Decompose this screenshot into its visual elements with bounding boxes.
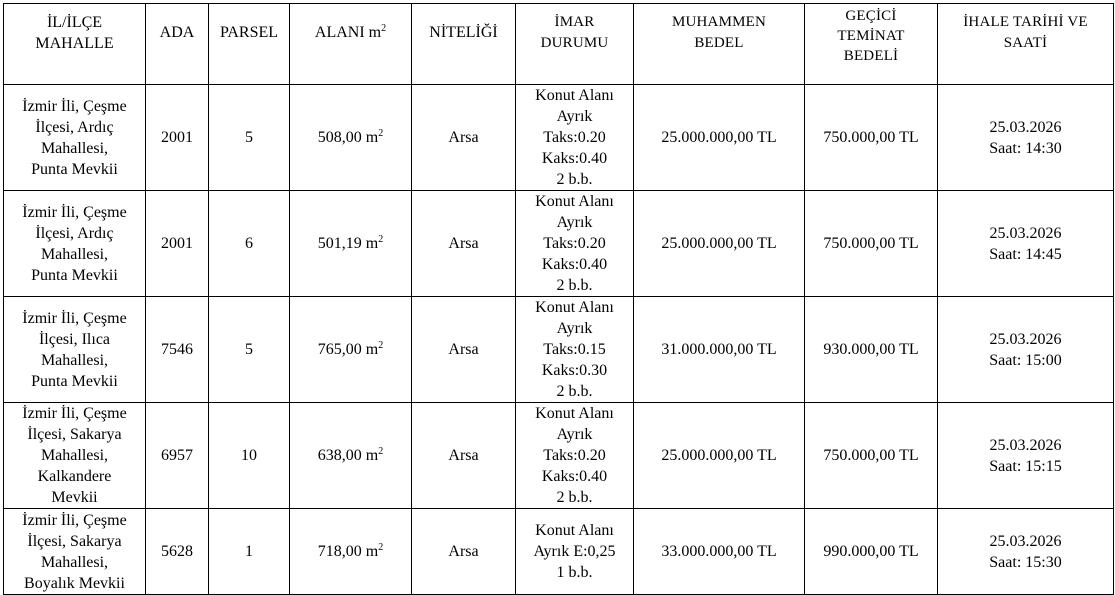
cell-location — [4, 403, 146, 509]
cell-ihale — [938, 403, 1114, 509]
cell-muhammen: 31.000.000,00 TL — [634, 297, 805, 403]
header-imar-line: DURUMU — [540, 35, 609, 51]
ihale-date: 25.03.2026 — [989, 118, 1062, 136]
cell-parsel: 5 — [209, 85, 290, 191]
ihale-date: 25.03.2026 — [989, 224, 1062, 242]
location-line: İlçesi, Ilıca — [38, 330, 111, 348]
imar-line: Konut Alanı — [535, 193, 614, 210]
header-parsel-label: PARSEL — [219, 24, 279, 41]
cell-muhammen: 25.000.000,00 TL — [634, 85, 805, 191]
header-location-line: MAHALLE — [35, 35, 114, 52]
location-line: İlçesi, Ardıç — [35, 118, 114, 136]
location-line: İlçesi, Sakarya — [27, 532, 122, 550]
header-parsel — [209, 4, 290, 85]
area-value: 638,00 m — [317, 447, 379, 464]
location-line: Punta Mevkii — [31, 372, 118, 390]
auction-table — [3, 3, 1114, 595]
cell-area — [290, 191, 412, 297]
imar-line: Taks:0.15 — [543, 341, 606, 358]
header-area-text: ALANI m — [314, 24, 382, 41]
header-muhammen — [634, 4, 805, 85]
location-line: Mahallesi, — [40, 447, 109, 464]
cell-ada: 2001 — [146, 85, 209, 191]
imar-line: Ayrık — [556, 320, 593, 337]
location-line: Kalkandere — [37, 468, 112, 485]
cell-imar — [516, 403, 634, 509]
location-line: İzmir İli, Çeşme — [22, 309, 127, 327]
imar-line: 2 b.b. — [556, 277, 593, 294]
location-line: Mahallesi, — [40, 245, 109, 263]
location-line: Mevkii — [51, 489, 98, 506]
cell-parsel: 5 — [209, 297, 290, 403]
header-location — [4, 4, 146, 85]
table-row — [4, 85, 1114, 191]
header-teminat-line: GEÇİCİ — [845, 8, 897, 24]
cell-ada: 7546 — [146, 297, 209, 403]
area-unit-sup: 2 — [378, 234, 384, 245]
cell-ihale — [938, 297, 1114, 403]
location-line: İlçesi, Sakarya — [27, 426, 122, 443]
header-teminat-line: BEDELİ — [843, 48, 899, 64]
cell-ada: 6957 — [146, 403, 209, 509]
imar-line: Ayrık E:0,25 — [533, 543, 616, 560]
imar-line: Kaks:0.40 — [541, 468, 608, 485]
header-teminat — [805, 4, 938, 85]
location-line: Punta Mevkii — [31, 160, 118, 178]
header-ihale-line: İHALE TARİHİ VE — [963, 14, 1088, 30]
cell-nitelik: Arsa — [412, 85, 516, 191]
header-ada — [146, 4, 209, 85]
area-value: 765,00 m — [317, 341, 379, 358]
imar-line: Konut Alanı — [535, 522, 614, 539]
table-row — [4, 191, 1114, 297]
imar-line: Kaks:0.30 — [541, 362, 608, 379]
imar-line: Konut Alanı — [535, 405, 614, 422]
location-line: Mahallesi, — [40, 553, 109, 571]
location-line: İlçesi, Ardıç — [35, 224, 114, 242]
imar-line: Konut Alanı — [535, 299, 614, 316]
header-muhammen-line: MUHAMMEN — [671, 14, 767, 30]
cell-nitelik: Arsa — [412, 191, 516, 297]
header-area-sup: 2 — [381, 23, 387, 34]
imar-line: 2 b.b. — [556, 171, 593, 188]
cell-location — [4, 297, 146, 403]
cell-nitelik: Arsa — [412, 403, 516, 509]
area-value: 508,00 m — [317, 129, 379, 146]
location-line: Boyalık Mevkii — [24, 574, 125, 592]
location-line: Mahallesi, — [40, 351, 109, 369]
ihale-date: 25.03.2026 — [989, 532, 1062, 550]
header-ihale — [938, 4, 1114, 85]
cell-location — [4, 85, 146, 191]
cell-imar — [516, 191, 634, 297]
imar-line: Ayrık — [556, 214, 593, 231]
header-teminat-line: TEMİNAT — [837, 28, 905, 44]
cell-location — [4, 191, 146, 297]
cell-teminat: 750.000,00 TL — [805, 85, 938, 191]
cell-nitelik: Arsa — [412, 297, 516, 403]
area-unit-sup: 2 — [378, 128, 384, 139]
area-value: 501,19 m — [317, 235, 379, 252]
header-area-label — [294, 22, 407, 43]
cell-imar — [516, 85, 634, 191]
header-location-line: İL/İLÇE — [46, 14, 103, 31]
cell-area — [290, 297, 412, 403]
area-value: 718,00 m — [317, 543, 379, 560]
header-nitelik — [412, 4, 516, 85]
location-line: İzmir İli, Çeşme — [22, 405, 127, 422]
cell-nitelik: Arsa — [412, 509, 516, 595]
area-unit-sup: 2 — [378, 542, 384, 553]
imar-line: 2 b.b. — [556, 489, 593, 506]
header-imar — [516, 4, 634, 85]
cell-teminat: 750.000,00 TL — [805, 191, 938, 297]
header-row — [4, 4, 1114, 85]
ihale-time: Saat: 14:45 — [989, 245, 1062, 263]
imar-line: Taks:0.20 — [543, 447, 606, 464]
cell-ihale — [938, 85, 1114, 191]
header-ada-label: ADA — [159, 24, 195, 41]
imar-line: Ayrık — [556, 426, 593, 443]
location-line: İzmir İli, Çeşme — [22, 203, 127, 221]
imar-line: Kaks:0.40 — [541, 256, 608, 273]
location-line: Mahallesi, — [40, 139, 109, 157]
header-muhammen-line: BEDEL — [694, 35, 744, 51]
ihale-date: 25.03.2026 — [989, 330, 1062, 348]
cell-parsel: 1 — [209, 509, 290, 595]
ihale-time: Saat: 15:30 — [989, 553, 1062, 571]
cell-muhammen: 25.000.000,00 TL — [634, 191, 805, 297]
table-row — [4, 297, 1114, 403]
cell-ihale — [938, 191, 1114, 297]
imar-line: 2 b.b. — [556, 383, 593, 400]
ihale-time: Saat: 14:30 — [989, 139, 1062, 157]
cell-teminat: 930.000,00 TL — [805, 297, 938, 403]
cell-parsel: 10 — [209, 403, 290, 509]
cell-area — [290, 85, 412, 191]
imar-line: Taks:0.20 — [543, 235, 606, 252]
cell-muhammen: 25.000.000,00 TL — [634, 403, 805, 509]
ihale-date: 25.03.2026 — [989, 436, 1062, 454]
header-imar-line: İMAR — [554, 14, 595, 30]
cell-area — [290, 403, 412, 509]
imar-line: Konut Alanı — [535, 87, 614, 104]
cell-muhammen: 33.000.000,00 TL — [634, 509, 805, 595]
area-unit-sup: 2 — [378, 340, 384, 351]
cell-teminat: 750.000,00 TL — [805, 403, 938, 509]
area-unit-sup: 2 — [378, 446, 384, 457]
ihale-time: Saat: 15:00 — [989, 351, 1062, 369]
location-line: İzmir İli, Çeşme — [22, 97, 127, 115]
imar-line: Ayrık — [556, 108, 593, 125]
imar-line: Taks:0.20 — [543, 129, 606, 146]
cell-parsel: 6 — [209, 191, 290, 297]
location-line: İzmir İli, Çeşme — [22, 511, 127, 529]
imar-line: 1 b.b. — [556, 564, 593, 581]
ihale-time: Saat: 15:15 — [989, 457, 1062, 475]
cell-ada: 2001 — [146, 191, 209, 297]
location-line: Punta Mevkii — [31, 266, 118, 284]
cell-teminat: 990.000,00 TL — [805, 509, 938, 595]
imar-line: Kaks:0.40 — [541, 150, 608, 167]
table-row — [4, 403, 1114, 509]
header-nitelik-label: NİTELİĞİ — [429, 24, 498, 41]
header-area — [290, 4, 412, 85]
header-ihale-line: SAATİ — [1003, 35, 1048, 51]
cell-ada: 5628 — [146, 509, 209, 595]
cell-imar — [516, 297, 634, 403]
